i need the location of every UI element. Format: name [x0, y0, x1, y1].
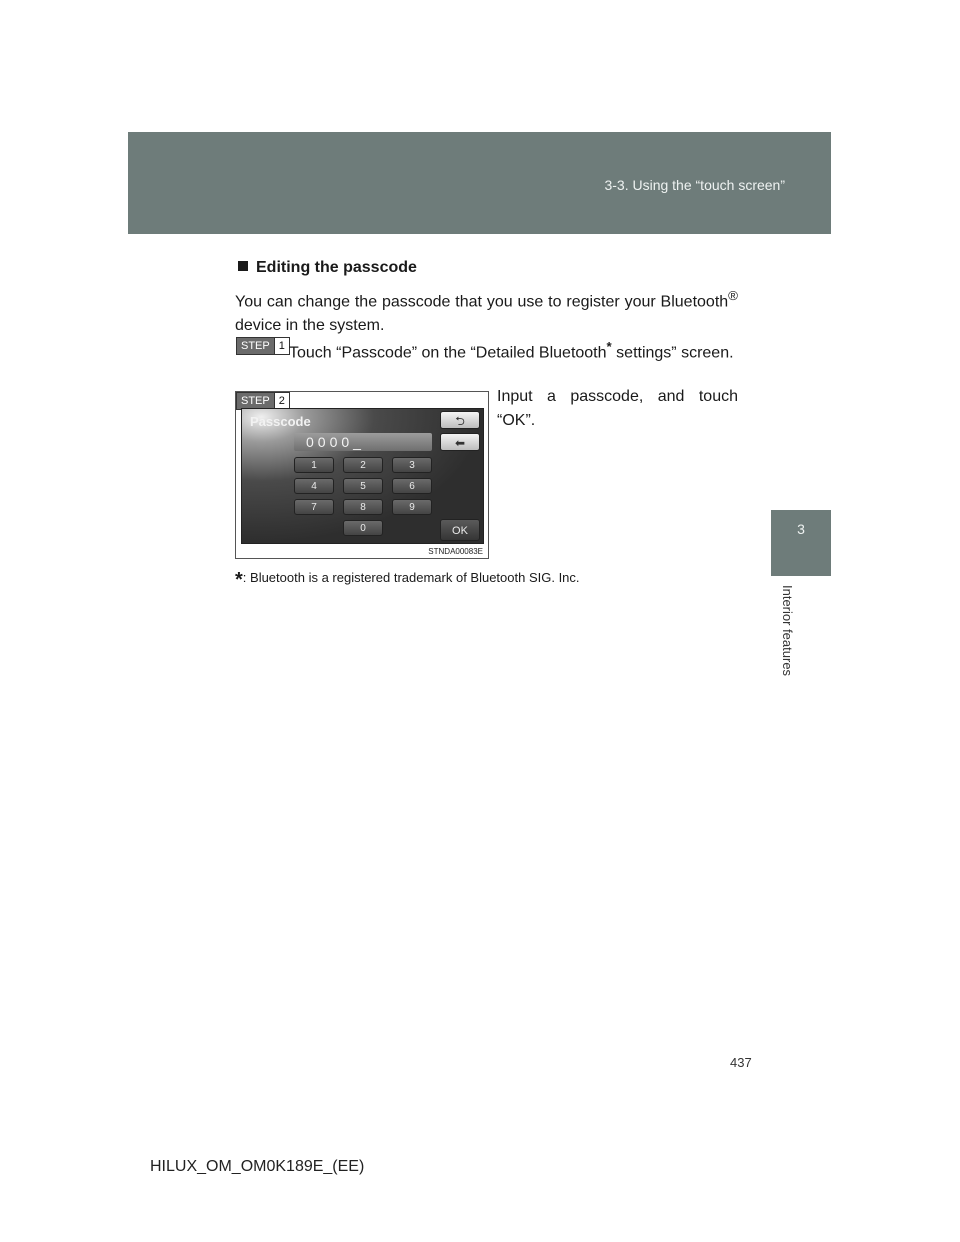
intro-paragraph — [235, 284, 738, 338]
key-5[interactable]: 5 — [343, 478, 383, 494]
screen-title: Passcode — [250, 414, 311, 429]
square-bullet-icon — [238, 261, 248, 271]
key-4[interactable]: 4 — [294, 478, 334, 494]
footnote-star: * — [606, 339, 612, 354]
intro-text-1: You can change the passcode that you use to register your Bluetooth — [235, 293, 729, 311]
screenshot-frame — [235, 391, 489, 559]
chapter-label: Interior features — [780, 585, 795, 677]
return-arrow-icon[interactable]: ⮌ — [440, 411, 480, 429]
key-3[interactable]: 3 — [392, 457, 432, 473]
key-0[interactable]: 0 — [343, 520, 383, 536]
touch-screen — [241, 408, 484, 544]
ok-button[interactable]: OK — [440, 519, 480, 541]
document-code: HILUX_OM_OM0K189E_(EE) — [150, 1158, 365, 1175]
subheading — [238, 259, 417, 277]
step-1-text — [289, 335, 738, 365]
step-number: 2 — [274, 393, 289, 409]
registered-mark: ® — [728, 288, 738, 303]
step-1-text-b: settings” screen. — [611, 344, 734, 362]
passcode-field[interactable]: 0000_ — [294, 433, 432, 451]
key-9[interactable]: 9 — [392, 499, 432, 515]
key-1[interactable]: 1 — [294, 457, 334, 473]
step-number: 1 — [274, 338, 289, 354]
chapter-tab — [771, 510, 831, 576]
key-6[interactable]: 6 — [392, 478, 432, 494]
section-title: 3-3. Using the “touch screen” — [604, 177, 785, 193]
step-1-text-a: Touch “Passcode” on the “Detailed Bluetooth — [289, 344, 607, 362]
footnote — [235, 569, 580, 592]
step-2-text: Input a passcode, and touch “OK”. — [497, 388, 738, 429]
figure-code: STNDA00083E — [428, 547, 483, 556]
key-8[interactable]: 8 — [343, 499, 383, 515]
header-band — [128, 132, 831, 234]
footnote-star: * — [235, 569, 243, 591]
footnote-text: : Bluetooth is a registered trademark of Bluetooth SIG. Inc. — [242, 570, 580, 585]
backspace-arrow-icon[interactable]: ⬅ — [440, 433, 480, 451]
key-2[interactable]: 2 — [343, 457, 383, 473]
intro-text-2: device in the system. — [235, 317, 385, 335]
page-number: 437 — [730, 1055, 752, 1070]
step-label: STEP — [237, 393, 274, 409]
key-7[interactable]: 7 — [294, 499, 334, 515]
subheading-text: Editing the passcode — [256, 259, 417, 276]
step-1-badge — [236, 337, 290, 355]
step-label: STEP — [237, 338, 274, 354]
chapter-number: 3 — [797, 521, 805, 537]
